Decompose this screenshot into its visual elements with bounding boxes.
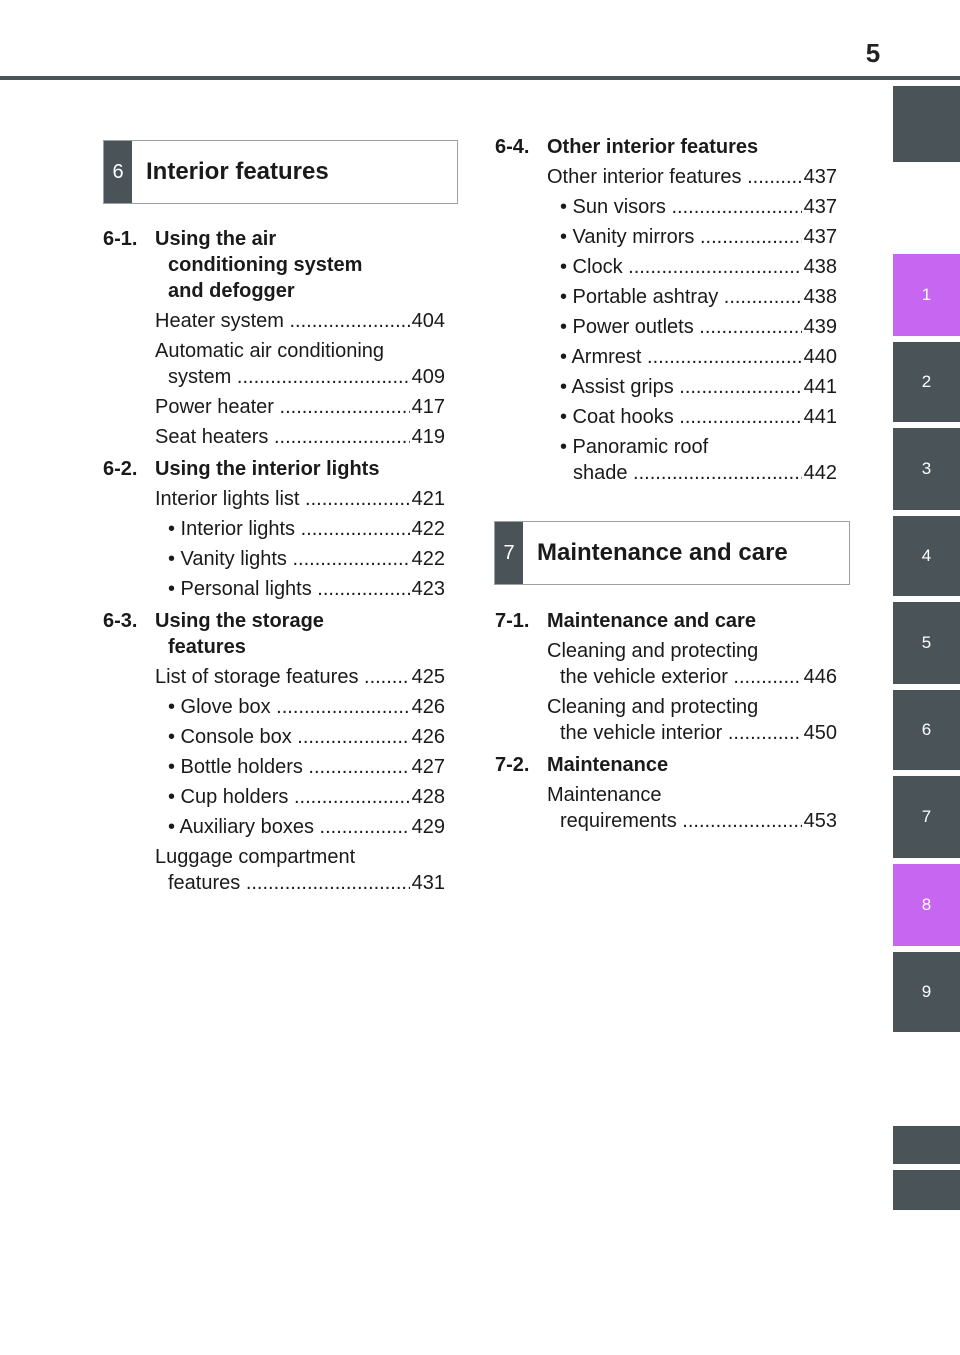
toc-entry[interactable]: • Portable ashtray ..... 438 (495, 284, 837, 310)
section-number: 7 (495, 522, 523, 584)
toc-entry[interactable]: Cleaning and protecting the vehicle interior ..... 450 (495, 694, 837, 746)
chapter-tab-8[interactable] (893, 864, 960, 946)
chapter-tab-label: 5 (921, 633, 932, 652)
section-header-6 (103, 140, 458, 204)
chapter-tab-5[interactable] (893, 602, 960, 684)
section-title: Interior features (146, 158, 329, 185)
chapter-tab-index-a[interactable] (893, 1126, 960, 1164)
toc-entry[interactable]: Seat heaters ..... 419 (103, 424, 445, 450)
toc-entry[interactable]: • Console box ..... 426 (103, 724, 445, 750)
toc-entry[interactable]: • Clock ..... 438 (495, 254, 837, 280)
toc-entry[interactable]: • Auxiliary boxes ..... 429 (103, 814, 445, 840)
chapter-tab-label: 3 (921, 459, 932, 478)
subsection-heading: 6-1. Using the air conditioning system and defogger (103, 228, 363, 302)
toc-entry[interactable]: • Armrest ..... 440 (495, 344, 837, 370)
top-rule (0, 76, 960, 80)
chapter-tab-2[interactable] (893, 342, 960, 422)
chapter-tab-index-b[interactable] (893, 1170, 960, 1210)
subsection-heading: 6-4. Other interior features (495, 136, 759, 158)
toc-entry[interactable]: • Assist grips ..... 441 (495, 374, 837, 400)
toc-entry[interactable]: Luggage compartment features ..... 431 (103, 844, 445, 896)
section-title: Maintenance and care (537, 539, 788, 566)
toc-entry[interactable]: • Panoramic roof shade ..... 442 (495, 434, 837, 486)
toc-entry[interactable]: • Cup holders ..... 428 (103, 784, 445, 810)
toc-entry[interactable]: • Power outlets ..... 439 (495, 314, 837, 340)
toc-entry[interactable]: • Interior lights ..... 422 (103, 516, 445, 542)
chapter-tab-label: 6 (921, 720, 932, 739)
toc-entry[interactable]: • Coat hooks ..... 441 (495, 404, 837, 430)
toc-left-column (103, 226, 445, 896)
chapter-tab-label: 4 (921, 546, 932, 565)
chapter-tab-label: 8 (921, 895, 932, 914)
chapter-tab-label: 7 (921, 807, 932, 826)
toc-entry[interactable]: • Vanity lights ..... 422 (103, 546, 445, 572)
toc-right-column-section7 (495, 608, 837, 834)
toc-entry[interactable]: Maintenance requirements ..... 453 (495, 782, 837, 834)
toc-entry[interactable]: Interior lights list ..... 421 (103, 486, 445, 512)
subsection-heading: 7-2. Maintenance (495, 754, 669, 776)
chapter-tab-top[interactable] (893, 86, 960, 162)
toc-right-column (495, 134, 837, 486)
toc-entry[interactable]: Other interior features ..... 437 (495, 164, 837, 190)
toc-entry[interactable]: • Vanity mirrors ..... 437 (495, 224, 837, 250)
toc-entry[interactable]: • Bottle holders ..... 427 (103, 754, 445, 780)
toc-entry[interactable]: Automatic air conditioning system ..... 409 (103, 338, 445, 390)
toc-entry[interactable]: Heater system ..... 404 (103, 308, 445, 334)
chapter-tab-9[interactable] (893, 952, 960, 1032)
chapter-tab-4[interactable] (893, 516, 960, 596)
toc-entry[interactable]: • Sun visors ..... 437 (495, 194, 837, 220)
subsection-heading: 6-2. Using the interior lights (103, 458, 380, 480)
subsection-heading: 7-1. Maintenance and care (495, 610, 756, 632)
chapter-tab-label: 9 (921, 982, 932, 1001)
chapter-tab-label: 1 (921, 285, 932, 304)
section-header-7 (494, 521, 850, 585)
chapter-tab-1[interactable] (893, 254, 960, 336)
section-number: 6 (104, 141, 132, 203)
toc-entry[interactable]: Cleaning and protecting the vehicle exterior ..... 446 (495, 638, 837, 690)
chapter-tab-6[interactable] (893, 690, 960, 770)
subsection-heading: 6-3. Using the storage features (103, 610, 324, 658)
page-number: 5 (865, 38, 881, 68)
toc-entry[interactable]: List of storage features ..... 425 (103, 664, 445, 690)
toc-entry[interactable]: • Personal lights ..... 423 (103, 576, 445, 602)
chapter-tab-7[interactable] (893, 776, 960, 858)
toc-entry[interactable]: • Glove box ..... 426 (103, 694, 445, 720)
chapter-tab-label: 2 (921, 372, 932, 391)
toc-entry[interactable]: Power heater ..... 417 (103, 394, 445, 420)
chapter-tab-3[interactable] (893, 428, 960, 510)
